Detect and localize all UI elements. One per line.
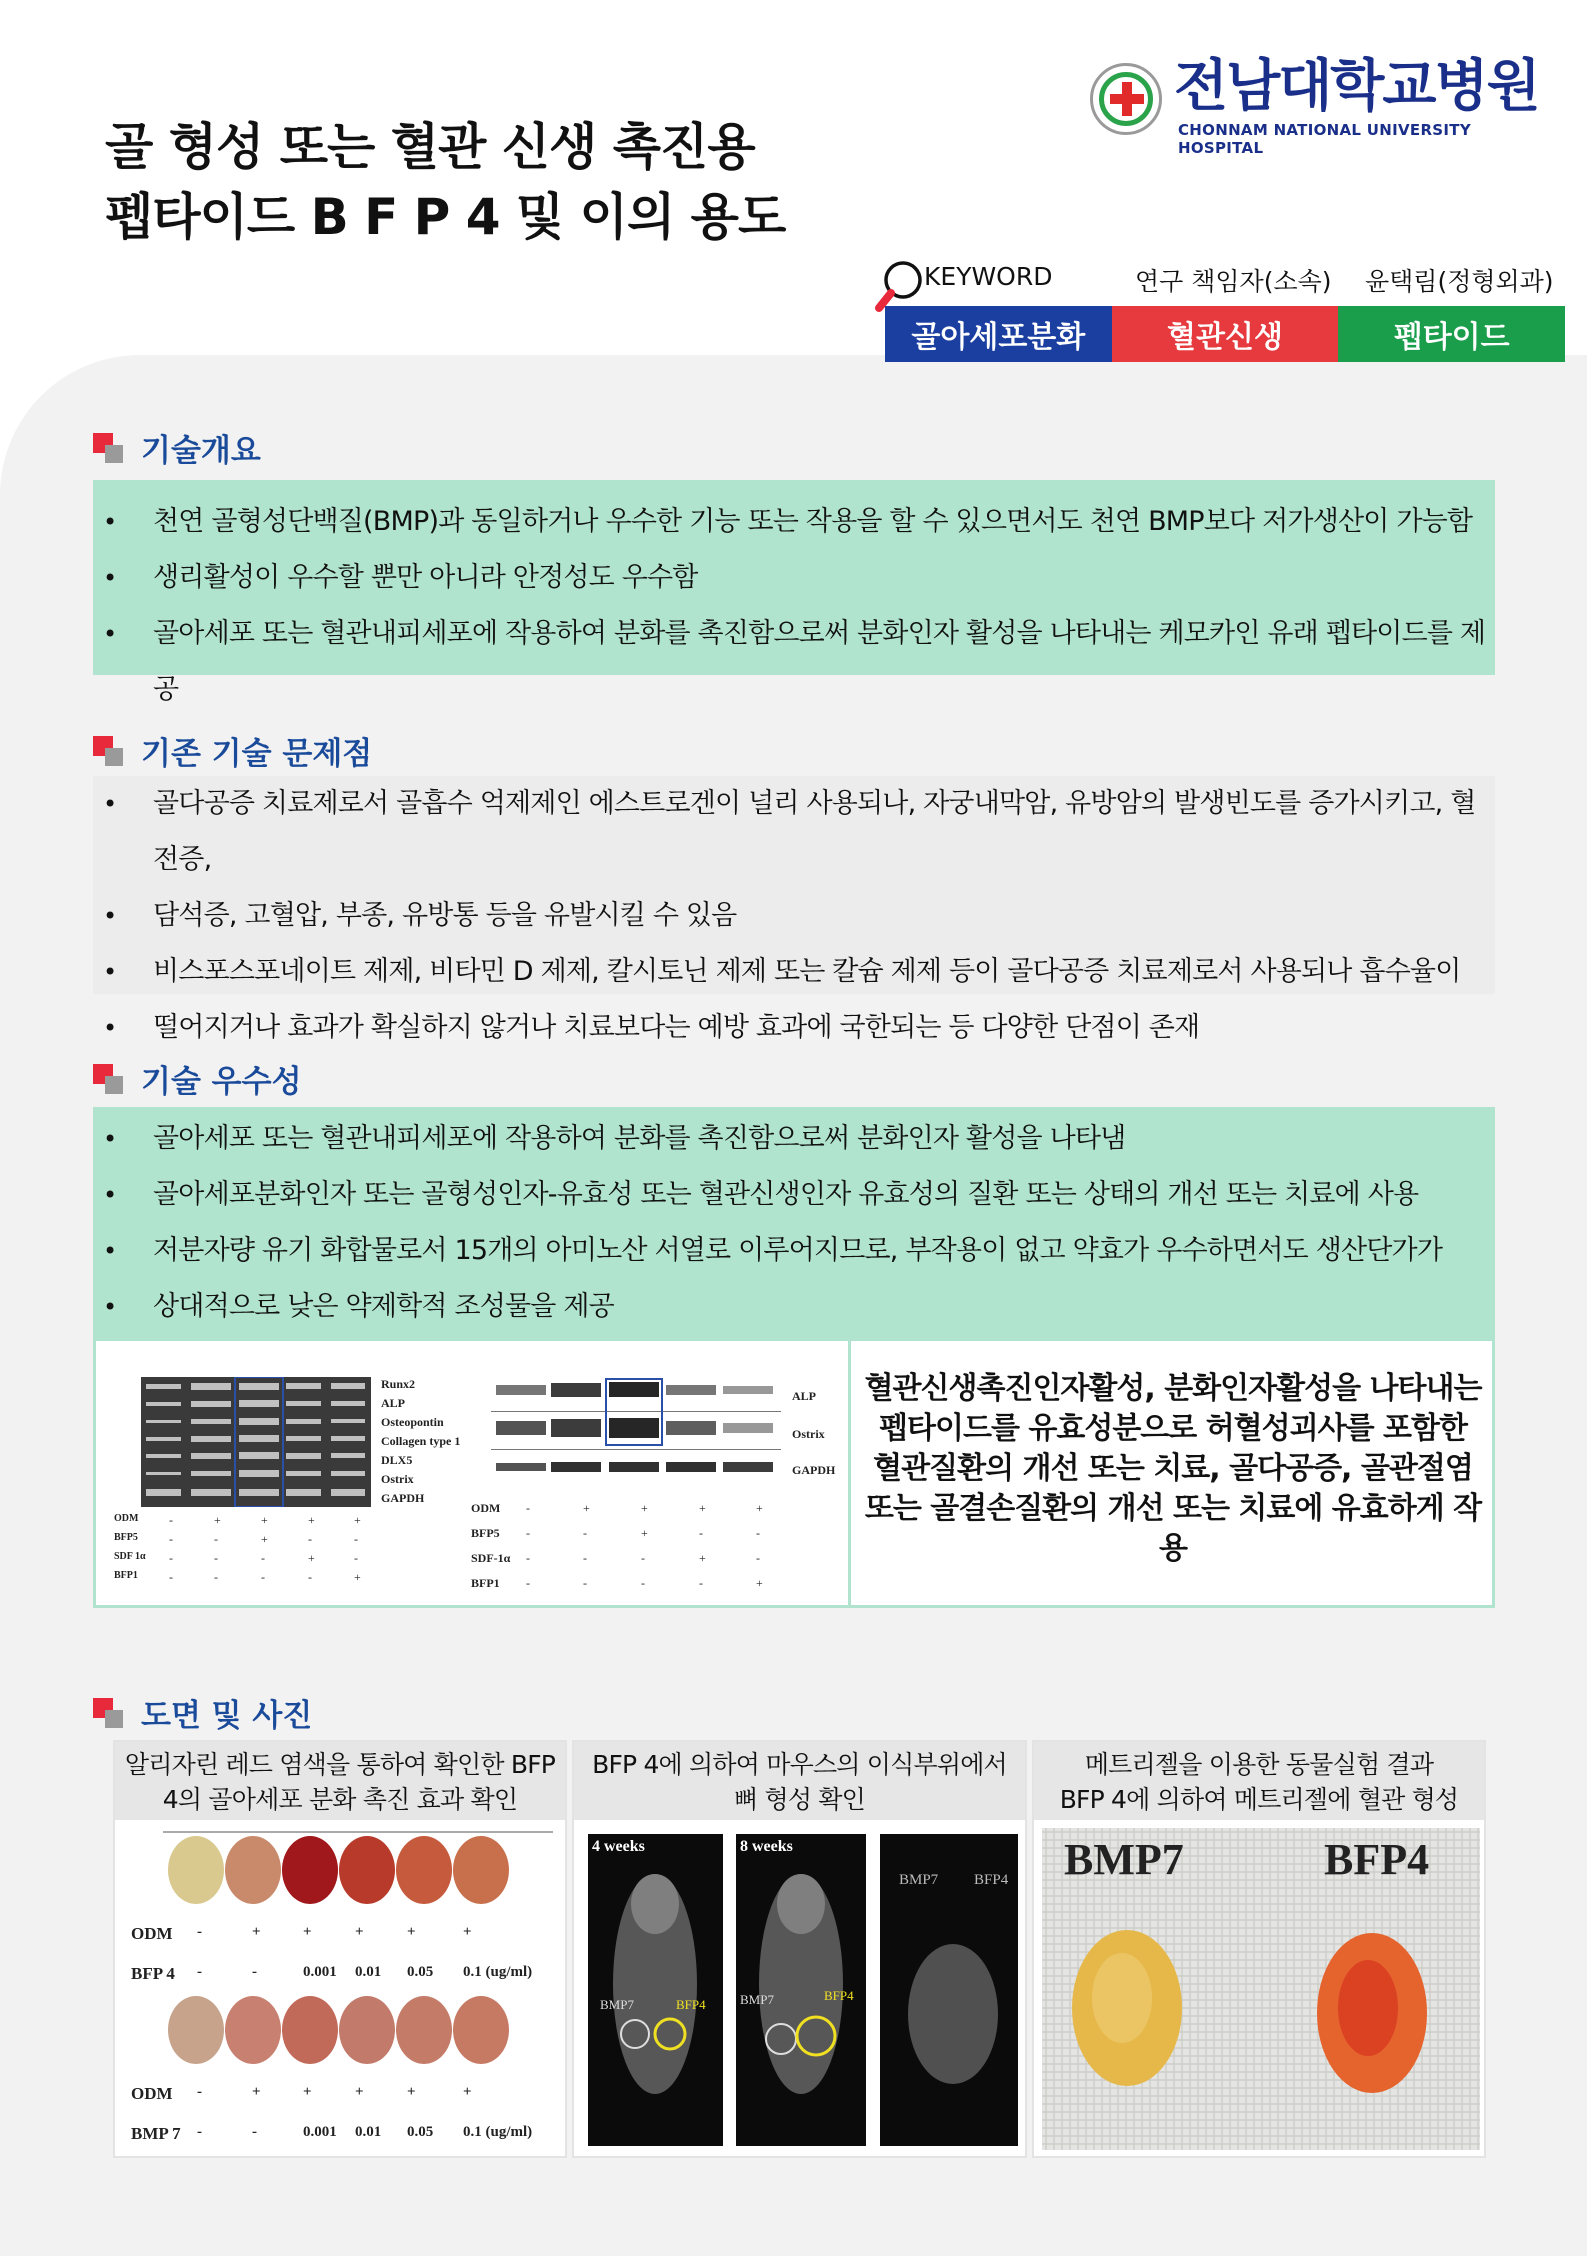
photo-panel-alizarin xyxy=(113,1740,567,2158)
blot-gene-label: Collagen type 1 xyxy=(381,1434,461,1448)
researcher-label: 연구 책임자(소속) xyxy=(1135,267,1332,296)
plate-value: + xyxy=(252,1924,261,1940)
list-item: • 골아세포분화인자 또는 골형성인자-유효성 또는 혈관신생인자 유효성의 질환 또는 상태의 개선 또는 치료에 사용 xyxy=(93,1167,1495,1223)
blot-gene-label: ALP xyxy=(792,1389,816,1403)
list-item: • 비스포스포네이트 제제, 비타민 D 제제, 칼시토닌 제제 또는 칼슘 제제 등이 골다공증 치료제로서 사용되나 흡수율이 xyxy=(93,944,1495,1000)
treatment-row-label: BFP1 xyxy=(471,1576,500,1590)
plate-value: - xyxy=(197,2084,202,2100)
treatment-mark: + xyxy=(641,1526,648,1540)
blot-gene-label: Ostrix xyxy=(792,1427,825,1441)
keyword-box: 펩타이드 xyxy=(1338,306,1565,362)
treatment-row-label: SDF 1α xyxy=(114,1551,146,1562)
plate-value: + xyxy=(355,1924,364,1940)
treatment-mark: + xyxy=(641,1501,648,1515)
treatment-mark: + xyxy=(699,1501,706,1515)
treatment-mark: - xyxy=(641,1551,645,1565)
keyword-box: 골아세포분화 xyxy=(885,306,1112,362)
treatment-mark: - xyxy=(526,1501,530,1515)
page-title-line1: 골 형성 또는 혈관 신생 촉진용 xyxy=(105,118,755,176)
plate-value: - xyxy=(252,1964,257,1980)
xray-label: BMP7 xyxy=(899,1872,939,1888)
photo-panel-mouse-xray xyxy=(572,1740,1027,2158)
treatment-mark: + xyxy=(214,1513,221,1527)
treatment-mark: - xyxy=(699,1576,703,1590)
plate-row-label: BMP 7 xyxy=(131,2124,181,2143)
keyword-boxes xyxy=(885,306,1565,362)
plate-row-label: BFP 4 xyxy=(131,1964,175,1983)
page-title xyxy=(105,112,785,252)
treatment-mark: - xyxy=(261,1551,265,1565)
plate-value: + xyxy=(355,2084,364,2100)
treatment-mark: + xyxy=(261,1532,268,1546)
overview-box xyxy=(93,480,1495,705)
treatment-mark: - xyxy=(308,1532,312,1546)
treatment-row-label: SDF-1α xyxy=(471,1551,511,1565)
list-item: • 골아세포 또는 혈관내피세포에 작용하여 분화를 촉진함으로써 분화인자 활성을 나타냄 xyxy=(93,1111,1495,1167)
plate-value: + xyxy=(463,1924,472,1940)
section-heading-problems xyxy=(93,728,372,773)
blot-gene-label: Ostrix xyxy=(381,1472,414,1486)
treatment-mark: - xyxy=(756,1526,760,1540)
advantages-box xyxy=(93,1107,1495,1339)
xray-label: 4 weeks xyxy=(592,1838,645,1855)
plate-value: + xyxy=(303,1924,312,1940)
plate-value: 0.001 xyxy=(303,2124,337,2140)
plate-value: 0.01 xyxy=(355,1964,382,1980)
treatment-mark: + xyxy=(308,1513,315,1527)
treatment-row-label: BFP1 xyxy=(114,1570,138,1581)
figure-row xyxy=(93,1338,1495,1608)
xray-label: BFP4 xyxy=(974,1872,1009,1888)
plate-value: + xyxy=(407,2084,416,2100)
plate-value: 0.05 xyxy=(407,1964,434,1980)
list-item: • 골아세포 또는 혈관내피세포에 작용하여 분화를 촉진함으로써 분화인자 활성을 나타내는 케모카인 유래 펩타이드를 제공 xyxy=(93,606,1495,718)
treatment-mark: - xyxy=(169,1551,173,1565)
treatment-mark: - xyxy=(308,1570,312,1584)
treatment-row-label: ODM xyxy=(114,1513,139,1524)
photo-panel-title: 메트리젤을 이용한 동물실험 결과 BFP 4에 의하여 메트리젤에 혈관 형성 xyxy=(1034,1742,1484,1820)
treatment-mark: - xyxy=(354,1532,358,1546)
page-title-line2: 펩타이드 B F P 4 및 이의 용도 xyxy=(105,188,786,246)
section-bullet-icon xyxy=(93,433,127,463)
keyword-label: KEYWORD xyxy=(924,262,1053,291)
mouse-xray-photo xyxy=(588,1834,1018,2146)
plate-value: 0.1 (ug/ml) xyxy=(463,1964,533,1980)
plate-value: - xyxy=(197,1964,202,1980)
plate-value: - xyxy=(197,1924,202,1940)
blot-gene-label: GAPDH xyxy=(792,1463,836,1477)
plate-value: 0.001 xyxy=(303,1964,337,1980)
figure-caption: 혈관신생촉진인자활성, 분화인자활성을 나타내는 펩타이드를 유효성분으로 허혈성괴사를 포함한 혈관질환의 개선 또는 치료, 골다공증, 골관절염 또는 골결손질환의 개선 또는 치료에 유효하게 작용 xyxy=(864,1371,1482,1566)
plate-row-label: ODM xyxy=(131,2084,173,2103)
xray-label: BMP7 xyxy=(740,1992,774,2007)
plate-value: 0.05 xyxy=(407,2124,434,2140)
blot-gene-label: DLX5 xyxy=(381,1453,413,1467)
western-blot-image-2 xyxy=(491,1377,781,1487)
plate-value: 0.01 xyxy=(355,2124,382,2140)
hospital-name: 전남대학교병원 xyxy=(1174,54,1539,119)
blot-gene-label: ALP xyxy=(381,1396,405,1410)
treatment-mark: + xyxy=(354,1570,361,1584)
plate-value: - xyxy=(197,2124,202,2140)
treatment-mark: - xyxy=(583,1576,587,1590)
matrigel-label: BMP7 xyxy=(1064,1835,1184,1884)
treatment-mark: - xyxy=(261,1570,265,1584)
treatment-mark: - xyxy=(526,1576,530,1590)
blot-gene-label: Runx2 xyxy=(381,1377,416,1391)
hospital-emblem-icon xyxy=(1090,63,1162,135)
list-item: • 천연 골형성단백질(BMP)과 동일하거나 우수한 기능 또는 작용을 할 수 있으면서도 천연 BMP보다 저가생산이 가능함 xyxy=(93,494,1495,550)
treatment-mark: + xyxy=(756,1576,763,1590)
treatment-mark: - xyxy=(169,1570,173,1584)
plate-value: + xyxy=(252,2084,261,2100)
treatment-mark: - xyxy=(583,1526,587,1540)
plate-row-label: ODM xyxy=(131,1924,173,1943)
plate-value: 0.1 (ug/ml) xyxy=(463,2124,533,2140)
list-item-continued: • 떨어지거나 효과가 확실하지 않거나 치료보다는 예방 효과에 국한되는 등 다양한 단점이 존재 xyxy=(93,1000,1495,1056)
xray-label: BMP7 xyxy=(600,1997,634,2012)
figure-divider xyxy=(848,1341,851,1605)
western-blot-image-1 xyxy=(141,1377,371,1507)
photo-panel-matrigel xyxy=(1032,1740,1486,2158)
problems-box xyxy=(93,776,1495,1043)
list-item-continued: • 상대적으로 낮은 약제학적 조성물을 제공 xyxy=(93,1279,1495,1335)
treatment-mark: - xyxy=(169,1513,173,1527)
treatment-mark: + xyxy=(261,1513,268,1527)
photo-panel-title: BFP 4에 의하여 마우스의 이식부위에서 뼈 형성 확인 xyxy=(574,1742,1025,1820)
blot-gene-label: GAPDH xyxy=(381,1491,425,1505)
treatment-mark: - xyxy=(169,1532,173,1546)
plate-value: - xyxy=(252,2124,257,2140)
xray-label: BFP4 xyxy=(824,1988,854,2003)
alizarin-stain-photo xyxy=(163,1830,563,2160)
list-item-continued: • 담석증, 고혈압, 부종, 유방통 등을 유발시킬 수 있음 xyxy=(93,888,1495,944)
treatment-mark: + xyxy=(699,1551,706,1565)
treatment-mark: - xyxy=(756,1551,760,1565)
treatment-mark: + xyxy=(756,1501,763,1515)
blot-gene-label: Osteopontin xyxy=(381,1415,444,1429)
plate-value: + xyxy=(407,1924,416,1940)
treatment-mark: + xyxy=(308,1551,315,1565)
list-item: • 저분자량 유기 화합물로서 15개의 아미노산 서열로 이루어지므로, 부작용이 없고 약효가 우수하면서도 생산단가가 xyxy=(93,1223,1495,1279)
treatment-mark: - xyxy=(641,1576,645,1590)
section-title: 기술개요 xyxy=(141,433,261,469)
treatment-mark: - xyxy=(526,1551,530,1565)
section-title: 도면 및 사진 xyxy=(141,1698,313,1734)
photo-panel-title: 알리자린 레드 염색을 통하여 확인한 BFP 4의 골아세포 분화 촉진 효과 확인 xyxy=(115,1742,565,1820)
matrigel-label: BFP4 xyxy=(1324,1835,1430,1884)
list-item: • 골다공증 치료제로서 골흡수 억제제인 에스트로겐이 널리 사용되나, 자궁내막암, 유방암의 발생빈도를 증가시키고, 혈전증, xyxy=(93,776,1495,888)
treatment-row-label: BFP5 xyxy=(471,1526,500,1540)
xray-label: BFP4 xyxy=(676,1997,706,2012)
section-bullet-icon xyxy=(93,736,127,766)
section-title: 기존 기술 문제점 xyxy=(141,736,373,772)
treatment-mark: - xyxy=(214,1551,218,1565)
treatment-mark: + xyxy=(354,1513,361,1527)
plate-value: + xyxy=(303,2084,312,2100)
section-heading-photos xyxy=(93,1690,312,1735)
treatment-row-label: ODM xyxy=(471,1501,501,1515)
hospital-name-english: CHONNAM NATIONAL UNIVERSITY HOSPITAL xyxy=(1178,121,1471,157)
xray-label: 8 weeks xyxy=(740,1838,793,1855)
hospital-logo xyxy=(1090,54,1560,157)
plate-value: + xyxy=(463,2084,472,2100)
section-bullet-icon xyxy=(93,1064,127,1094)
treatment-mark: - xyxy=(214,1532,218,1546)
section-bullet-icon xyxy=(93,1698,127,1728)
list-item: • 생리활성이 우수할 뿐만 아니라 안정성도 우수함 xyxy=(93,550,1495,606)
treatment-mark: - xyxy=(354,1551,358,1565)
treatment-mark: + xyxy=(583,1501,590,1515)
treatment-mark: - xyxy=(699,1526,703,1540)
section-heading-advantages xyxy=(93,1056,302,1101)
section-title: 기술 우수성 xyxy=(141,1064,302,1100)
treatment-row-label: BFP5 xyxy=(114,1532,138,1543)
researcher-name: 윤택림(정형외과) xyxy=(1365,267,1554,296)
section-heading-overview xyxy=(93,425,261,470)
treatment-mark: - xyxy=(583,1551,587,1565)
treatment-mark: - xyxy=(214,1570,218,1584)
keyword-box: 혈관신생 xyxy=(1112,306,1339,362)
treatment-mark: - xyxy=(526,1526,530,1540)
